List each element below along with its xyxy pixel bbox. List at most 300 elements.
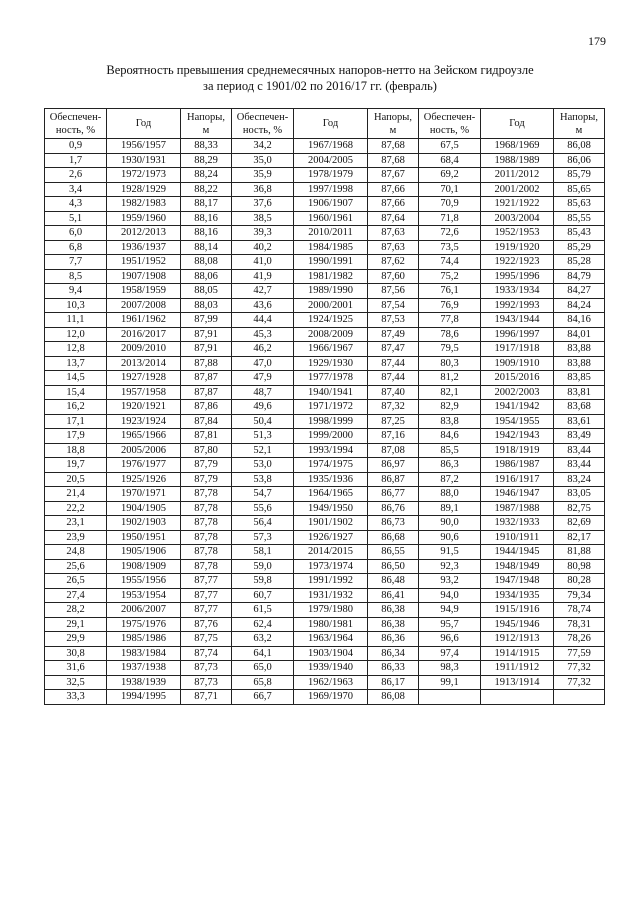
head-cell: [554, 690, 605, 705]
probability-cell: 49,6: [232, 400, 294, 415]
table-row: [45, 356, 605, 371]
probability-cell: 65,0: [232, 661, 294, 676]
head-cell: 87,78: [181, 559, 232, 574]
probability-cell: 76,9: [419, 298, 481, 313]
header-year: Год: [107, 109, 181, 139]
probability-cell: 84,6: [419, 429, 481, 444]
year-cell: 1966/1967: [294, 342, 368, 357]
year-cell: 1953/1954: [107, 588, 181, 603]
year-cell: 1982/1983: [107, 197, 181, 212]
head-cell: 88,16: [181, 226, 232, 241]
year-cell: 1922/1923: [481, 255, 554, 270]
head-cell: 83,68: [554, 400, 605, 415]
head-cell: 86,38: [368, 603, 419, 618]
year-cell: 1902/1903: [107, 516, 181, 531]
year-cell: 2010/2011: [294, 226, 368, 241]
table-row: [45, 675, 605, 690]
page-number: 179: [588, 34, 606, 48]
year-cell: 1924/1925: [294, 313, 368, 328]
head-cell: 87,76: [181, 617, 232, 632]
table-row: [45, 255, 605, 270]
head-cell: 83,85: [554, 371, 605, 386]
year-cell: 1987/1988: [481, 501, 554, 516]
probability-cell: 14,5: [45, 371, 107, 386]
year-cell: 1995/1996: [481, 269, 554, 284]
head-cell: 87,73: [181, 661, 232, 676]
probability-cell: 12,0: [45, 327, 107, 342]
year-cell: 2012/2013: [107, 226, 181, 241]
year-cell: 2002/2003: [481, 385, 554, 400]
head-cell: 87,25: [368, 414, 419, 429]
probability-cell: 12,8: [45, 342, 107, 357]
probability-cell: 81,2: [419, 371, 481, 386]
year-cell: 2007/2008: [107, 298, 181, 313]
probability-cell: 80,3: [419, 356, 481, 371]
head-cell: 87,91: [181, 327, 232, 342]
head-cell: 87,87: [181, 385, 232, 400]
year-cell: 1991/1992: [294, 574, 368, 589]
year-cell: 1918/1919: [481, 443, 554, 458]
year-cell: 1983/1984: [107, 646, 181, 661]
probability-cell: 0,9: [45, 139, 107, 154]
head-cell: 86,77: [368, 487, 419, 502]
year-cell: 1903/1904: [294, 646, 368, 661]
table-row: [45, 690, 605, 705]
year-cell: 1962/1963: [294, 675, 368, 690]
year-cell: 1923/1924: [107, 414, 181, 429]
head-cell: 88,08: [181, 255, 232, 270]
table-row: [45, 574, 605, 589]
probability-cell: 15,4: [45, 385, 107, 400]
probability-cell: 75,2: [419, 269, 481, 284]
head-cell: 87,68: [368, 139, 419, 154]
year-cell: 1980/1981: [294, 617, 368, 632]
year-cell: 1917/1918: [481, 342, 554, 357]
head-cell: 88,14: [181, 240, 232, 255]
head-cell: 87,77: [181, 574, 232, 589]
head-cell: 80,28: [554, 574, 605, 589]
probability-cell: 70,1: [419, 182, 481, 197]
table-row: [45, 313, 605, 328]
head-cell: 86,33: [368, 661, 419, 676]
year-cell: 1967/1968: [294, 139, 368, 154]
probability-cell: 52,1: [232, 443, 294, 458]
year-cell: 2015/2016: [481, 371, 554, 386]
probability-cell: 41,9: [232, 269, 294, 284]
year-cell: 1921/1922: [481, 197, 554, 212]
head-cell: 85,65: [554, 182, 605, 197]
probability-cell: 23,9: [45, 530, 107, 545]
probability-cell: 82,9: [419, 400, 481, 415]
probability-cell: 99,1: [419, 675, 481, 690]
year-cell: 1946/1947: [481, 487, 554, 502]
head-cell: 87,84: [181, 414, 232, 429]
year-cell: 1971/1972: [294, 400, 368, 415]
probability-cell: 32,5: [45, 675, 107, 690]
table-body: [45, 139, 605, 705]
head-cell: 87,79: [181, 472, 232, 487]
probability-cell: 20,5: [45, 472, 107, 487]
head-cell: 81,88: [554, 545, 605, 560]
probability-cell: 16,2: [45, 400, 107, 415]
head-cell: 87,67: [368, 168, 419, 183]
year-cell: 1951/1952: [107, 255, 181, 270]
year-cell: 1901/1902: [294, 516, 368, 531]
head-cell: 78,26: [554, 632, 605, 647]
table-row: [45, 226, 605, 241]
header-probability: Обеспечен- ность, %: [45, 109, 107, 139]
title-line-2: за период с 1901/02 по 2016/17 гг. (февраль): [203, 79, 437, 93]
table-row: [45, 400, 605, 415]
year-cell: 1934/1935: [481, 588, 554, 603]
head-cell: 87,60: [368, 269, 419, 284]
head-cell: 87,32: [368, 400, 419, 415]
year-cell: 1970/1971: [107, 487, 181, 502]
probability-cell: 33,3: [45, 690, 107, 705]
probability-cell: 44,4: [232, 313, 294, 328]
probability-cell: 72,6: [419, 226, 481, 241]
head-cell: 88,29: [181, 153, 232, 168]
table-row: [45, 211, 605, 226]
year-cell: 1925/1926: [107, 472, 181, 487]
table-row: [45, 588, 605, 603]
head-cell: 84,27: [554, 284, 605, 299]
head-cell: 83,88: [554, 356, 605, 371]
probability-cell: 55,6: [232, 501, 294, 516]
year-cell: 1939/1940: [294, 661, 368, 676]
probability-cell: 59,8: [232, 574, 294, 589]
header-head: Напоры, м: [368, 109, 419, 139]
year-cell: 1911/1912: [481, 661, 554, 676]
table-row: [45, 429, 605, 444]
year-cell: 1926/1927: [294, 530, 368, 545]
head-cell: 82,69: [554, 516, 605, 531]
header-probability: Обеспечен- ность, %: [232, 109, 294, 139]
head-cell: 86,55: [368, 545, 419, 560]
head-cell: 83,44: [554, 458, 605, 473]
head-cell: 87,74: [181, 646, 232, 661]
probability-cell: 5,1: [45, 211, 107, 226]
year-cell: 1952/1953: [481, 226, 554, 241]
probability-cell: 66,7: [232, 690, 294, 705]
probability-cell: 11,1: [45, 313, 107, 328]
head-cell: 87,99: [181, 313, 232, 328]
probability-cell: 26,5: [45, 574, 107, 589]
head-cell: 87,78: [181, 516, 232, 531]
table-row: [45, 385, 605, 400]
table-row: [45, 646, 605, 661]
head-cell: 87,78: [181, 501, 232, 516]
probability-cell: 24,8: [45, 545, 107, 560]
head-cell: 87,63: [368, 226, 419, 241]
table-row: [45, 603, 605, 618]
header-head: Напоры, м: [181, 109, 232, 139]
head-cell: 83,81: [554, 385, 605, 400]
probability-cell: 91,5: [419, 545, 481, 560]
probability-cell: 17,9: [45, 429, 107, 444]
head-cell: 85,43: [554, 226, 605, 241]
year-cell: 1968/1969: [481, 139, 554, 154]
probability-cell: 69,2: [419, 168, 481, 183]
year-cell: 1913/1914: [481, 675, 554, 690]
year-cell: 2001/2002: [481, 182, 554, 197]
head-cell: 87,71: [181, 690, 232, 705]
year-cell: 1908/1909: [107, 559, 181, 574]
probability-cell: 53,8: [232, 472, 294, 487]
year-cell: 1961/1962: [107, 313, 181, 328]
head-cell: 86,17: [368, 675, 419, 690]
year-cell: 1969/1970: [294, 690, 368, 705]
table-row: [45, 617, 605, 632]
exceedance-probability-table: [44, 108, 605, 705]
head-cell: 87,08: [368, 443, 419, 458]
head-cell: 80,98: [554, 559, 605, 574]
year-cell: 1944/1945: [481, 545, 554, 560]
head-cell: 86,68: [368, 530, 419, 545]
probability-cell: 97,4: [419, 646, 481, 661]
year-cell: 1920/1921: [107, 400, 181, 415]
year-cell: 1907/1908: [107, 269, 181, 284]
head-cell: 84,01: [554, 327, 605, 342]
year-cell: 1942/1943: [481, 429, 554, 444]
table-row: [45, 661, 605, 676]
head-cell: 86,97: [368, 458, 419, 473]
probability-cell: [419, 690, 481, 705]
probability-cell: 17,1: [45, 414, 107, 429]
year-cell: 1909/1910: [481, 356, 554, 371]
probability-cell: 65,8: [232, 675, 294, 690]
head-cell: 88,24: [181, 168, 232, 183]
probability-cell: 78,6: [419, 327, 481, 342]
table-row: [45, 559, 605, 574]
probability-cell: 94,0: [419, 588, 481, 603]
head-cell: 86,38: [368, 617, 419, 632]
head-cell: 87,79: [181, 458, 232, 473]
year-cell: 1931/1932: [294, 588, 368, 603]
table-row: [45, 458, 605, 473]
probability-cell: 50,4: [232, 414, 294, 429]
table-row: [45, 516, 605, 531]
table-row: [45, 342, 605, 357]
year-cell: 1949/1950: [294, 501, 368, 516]
head-cell: 83,05: [554, 487, 605, 502]
year-cell: 1989/1990: [294, 284, 368, 299]
table-row: [45, 284, 605, 299]
probability-cell: 61,5: [232, 603, 294, 618]
head-cell: 87,44: [368, 371, 419, 386]
head-cell: 87,91: [181, 342, 232, 357]
table-row: [45, 632, 605, 647]
head-cell: 85,28: [554, 255, 605, 270]
head-cell: 83,24: [554, 472, 605, 487]
probability-cell: 36,8: [232, 182, 294, 197]
year-cell: 1955/1956: [107, 574, 181, 589]
head-cell: 87,62: [368, 255, 419, 270]
header-row: [45, 109, 605, 139]
year-cell: 1945/1946: [481, 617, 554, 632]
year-cell: 1930/1931: [107, 153, 181, 168]
probability-cell: 25,6: [45, 559, 107, 574]
year-cell: 1998/1999: [294, 414, 368, 429]
probability-cell: 38,5: [232, 211, 294, 226]
table-row: [45, 182, 605, 197]
year-cell: 1976/1977: [107, 458, 181, 473]
year-cell: 2000/2001: [294, 298, 368, 313]
year-cell: 2011/2012: [481, 168, 554, 183]
year-cell: 1912/1913: [481, 632, 554, 647]
year-cell: 1904/1905: [107, 501, 181, 516]
probability-cell: 70,9: [419, 197, 481, 212]
year-cell: 2009/2010: [107, 342, 181, 357]
probability-cell: 31,6: [45, 661, 107, 676]
year-cell: 2004/2005: [294, 153, 368, 168]
year-cell: 1905/1906: [107, 545, 181, 560]
head-cell: 88,03: [181, 298, 232, 313]
year-cell: 1974/1975: [294, 458, 368, 473]
table-row: [45, 168, 605, 183]
probability-cell: 87,2: [419, 472, 481, 487]
probability-cell: 40,2: [232, 240, 294, 255]
head-cell: 78,31: [554, 617, 605, 632]
probability-cell: 96,6: [419, 632, 481, 647]
table-row: [45, 327, 605, 342]
year-cell: 1999/2000: [294, 429, 368, 444]
year-cell: 1906/1907: [294, 197, 368, 212]
head-cell: 88,05: [181, 284, 232, 299]
year-cell: 2016/2017: [107, 327, 181, 342]
header-probability: Обеспечен- ность, %: [419, 109, 481, 139]
probability-cell: 34,2: [232, 139, 294, 154]
probability-cell: 67,5: [419, 139, 481, 154]
header-year: Год: [481, 109, 554, 139]
year-cell: 1996/1997: [481, 327, 554, 342]
year-cell: 1935/1936: [294, 472, 368, 487]
year-cell: 1927/1928: [107, 371, 181, 386]
head-cell: 77,32: [554, 661, 605, 676]
probability-cell: 68,4: [419, 153, 481, 168]
head-cell: 79,34: [554, 588, 605, 603]
table-row: [45, 545, 605, 560]
head-cell: 83,44: [554, 443, 605, 458]
head-cell: 84,16: [554, 313, 605, 328]
head-cell: 85,55: [554, 211, 605, 226]
head-cell: 87,54: [368, 298, 419, 313]
probability-cell: 62,4: [232, 617, 294, 632]
head-cell: 87,77: [181, 603, 232, 618]
head-cell: 88,06: [181, 269, 232, 284]
head-cell: 85,29: [554, 240, 605, 255]
head-cell: 88,16: [181, 211, 232, 226]
year-cell: 2003/2004: [481, 211, 554, 226]
head-cell: 87,87: [181, 371, 232, 386]
head-cell: 85,63: [554, 197, 605, 212]
head-cell: 86,06: [554, 153, 605, 168]
year-cell: 2006/2007: [107, 603, 181, 618]
probability-cell: 64,1: [232, 646, 294, 661]
head-cell: 87,56: [368, 284, 419, 299]
year-cell: [481, 690, 554, 705]
probability-cell: 37,6: [232, 197, 294, 212]
probability-cell: 86,3: [419, 458, 481, 473]
year-cell: 1943/1944: [481, 313, 554, 328]
head-cell: 86,41: [368, 588, 419, 603]
head-cell: 84,24: [554, 298, 605, 313]
head-cell: 77,32: [554, 675, 605, 690]
probability-cell: 63,2: [232, 632, 294, 647]
year-cell: 1972/1973: [107, 168, 181, 183]
year-cell: 1947/1948: [481, 574, 554, 589]
probability-cell: 98,3: [419, 661, 481, 676]
head-cell: 87,63: [368, 240, 419, 255]
head-cell: 87,66: [368, 182, 419, 197]
head-cell: 87,78: [181, 545, 232, 560]
head-cell: 87,73: [181, 675, 232, 690]
year-cell: 1957/1958: [107, 385, 181, 400]
head-cell: 87,64: [368, 211, 419, 226]
probability-cell: 90,0: [419, 516, 481, 531]
head-cell: 87,16: [368, 429, 419, 444]
year-cell: 1973/1974: [294, 559, 368, 574]
year-cell: 1993/1994: [294, 443, 368, 458]
head-cell: 87,40: [368, 385, 419, 400]
probability-cell: 60,7: [232, 588, 294, 603]
probability-cell: 53,0: [232, 458, 294, 473]
year-cell: 1964/1965: [294, 487, 368, 502]
table-row: [45, 530, 605, 545]
year-cell: 1932/1933: [481, 516, 554, 531]
head-cell: 88,33: [181, 139, 232, 154]
year-cell: 1915/1916: [481, 603, 554, 618]
table-row: [45, 487, 605, 502]
probability-cell: 83,8: [419, 414, 481, 429]
probability-cell: 7,7: [45, 255, 107, 270]
probability-cell: 58,1: [232, 545, 294, 560]
head-cell: 85,79: [554, 168, 605, 183]
probability-cell: 39,3: [232, 226, 294, 241]
head-cell: 87,86: [181, 400, 232, 415]
probability-cell: 77,8: [419, 313, 481, 328]
head-cell: 86,76: [368, 501, 419, 516]
probability-cell: 1,7: [45, 153, 107, 168]
year-cell: 1928/1929: [107, 182, 181, 197]
probability-cell: 10,3: [45, 298, 107, 313]
probability-cell: 8,5: [45, 269, 107, 284]
year-cell: 1990/1991: [294, 255, 368, 270]
year-cell: 1940/1941: [294, 385, 368, 400]
year-cell: 1985/1986: [107, 632, 181, 647]
year-cell: 1937/1938: [107, 661, 181, 676]
probability-cell: 45,3: [232, 327, 294, 342]
table-row: [45, 371, 605, 386]
year-cell: 1959/1960: [107, 211, 181, 226]
head-cell: 77,59: [554, 646, 605, 661]
year-cell: 1936/1937: [107, 240, 181, 255]
head-cell: 86,48: [368, 574, 419, 589]
probability-cell: 43,6: [232, 298, 294, 313]
year-cell: 1984/1985: [294, 240, 368, 255]
year-cell: 1950/1951: [107, 530, 181, 545]
probability-cell: 29,1: [45, 617, 107, 632]
head-cell: 78,74: [554, 603, 605, 618]
year-cell: 1986/1987: [481, 458, 554, 473]
year-cell: 1977/1978: [294, 371, 368, 386]
probability-cell: 27,4: [45, 588, 107, 603]
probability-cell: 9,4: [45, 284, 107, 299]
year-cell: 2014/2015: [294, 545, 368, 560]
year-cell: 1988/1989: [481, 153, 554, 168]
head-cell: 87,81: [181, 429, 232, 444]
head-cell: 87,77: [181, 588, 232, 603]
